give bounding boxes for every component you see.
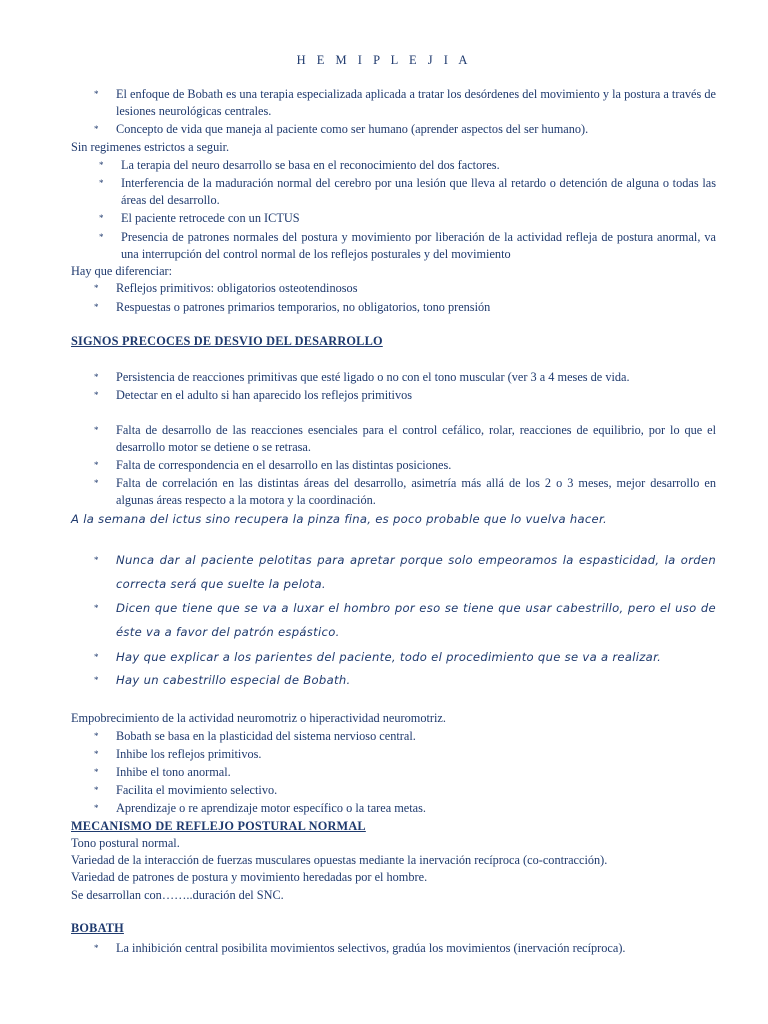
bullet-icon: * (94, 803, 99, 813)
list-item: Respuestas o patrones primarios temporarios, no obligatorios, tono prensión (116, 300, 491, 314)
bullet-icon: * (99, 160, 104, 170)
list-item: Reflejos primitivos: obligatorios osteotendinosos (116, 281, 358, 295)
list-item: Persistencia de reacciones primitivas que esté ligado o no con el tono muscular (ver 3 a 4 meses de vida. (116, 370, 630, 384)
bullet-icon: * (94, 749, 99, 759)
paragraph-line: Tono postural normal. (71, 836, 180, 850)
list-item: Falta de correlación en las distintas áreas del desarrollo, asimetría más allá de los 2 o 3 meses, mejor desarrollo en algunas áreas respecto a la motora y la coordinación. (116, 476, 716, 507)
list-item: Presencia de patrones normales del postura y movimiento por liberación de la actividad refleja de postura anormal, va una interrupción del control normal de los reflejos posturales y del movimiento (121, 230, 716, 261)
paragraph-line: Empobrecimiento de la actividad neuromotriz o hiperactividad neuromotriz. (71, 711, 446, 725)
bullet-icon: * (94, 652, 99, 662)
bullet-icon: * (99, 232, 104, 242)
list-item: Inhibe el tono anormal. (116, 765, 231, 779)
paragraph-line: Sin regimenes estrictos a seguir. (71, 140, 230, 154)
bullet-icon: * (94, 283, 99, 293)
bullet-icon: * (94, 767, 99, 777)
paragraph-line: Hay que diferenciar: (71, 264, 173, 278)
bullet-icon: * (94, 425, 99, 435)
handwritten-note: A la semana del ictus sino recupera la pinza fina, es poco probable que lo vuelva hacer. (71, 512, 607, 526)
list-item: El paciente retrocede con un ICTUS (121, 211, 300, 225)
section-heading: MECANISMO DE REFLEJO POSTURAL NORMAL (71, 819, 366, 833)
bullet-icon: * (94, 124, 99, 134)
list-item: Concepto de vida que maneja al paciente como ser humano (aprender aspectos del ser humano). (116, 122, 589, 136)
bullet-icon: * (94, 555, 99, 565)
paragraph-line: Se desarrollan con……..duración del SNC. (71, 888, 284, 902)
bullet-icon: * (94, 603, 99, 613)
handwritten-list-item: Dicen que tiene que se va a luxar el hombro por eso se tiene que usar cabestrillo, pero el uso de éste va a favor del patrón espástico. (116, 601, 716, 639)
bullet-icon: * (94, 302, 99, 312)
bullet-icon: * (94, 943, 99, 953)
list-item: La inhibición central posibilita movimientos selectivos, gradúa los movimientos (inervación recíproca). (116, 941, 626, 955)
bullet-icon: * (99, 178, 104, 188)
list-item: Aprendizaje o re aprendizaje motor específico o la tarea metas. (116, 801, 426, 815)
section-heading: SIGNOS PRECOCES DE DESVIO DEL DESARROLLO (71, 334, 383, 348)
page-title: H E M I P L E J I A (296, 53, 472, 67)
list-item: Inhibe los reflejos primitivos. (116, 747, 262, 761)
handwritten-list-item: Hay un cabestrillo especial de Bobath. (116, 673, 351, 687)
handwritten-list-item: Hay que explicar a los parientes del paciente, todo el procedimiento que se va a realizar. (116, 650, 662, 664)
paragraph-line: Variedad de patrones de postura y movimiento heredadas por el hombre. (71, 870, 428, 884)
list-item: Falta de desarrollo de las reacciones esenciales para el control cefálico, rolar, reacciones de equilibrio, por lo que el desarrollo motor se detiene o se retrasa. (116, 423, 716, 454)
bullet-icon: * (94, 460, 99, 470)
bullet-icon: * (94, 372, 99, 382)
list-item: Bobath se basa en la plasticidad del sistema nervioso central. (116, 729, 416, 743)
list-item: Interferencia de la maduración normal del cerebro por una lesión que lleva al retardo o detención de alguna o todas las áreas del desarrollo. (121, 176, 716, 207)
bullet-icon: * (99, 213, 104, 223)
list-item: Facilita el movimiento selectivo. (116, 783, 278, 797)
bullet-icon: * (94, 675, 99, 685)
bullet-icon: * (94, 478, 99, 488)
section-heading: BOBATH (71, 921, 124, 935)
bullet-icon: * (94, 785, 99, 795)
bullet-icon: * (94, 731, 99, 741)
list-item: La terapia del neuro desarrollo se basa en el reconocimiento del dos factores. (121, 158, 500, 172)
list-item: Falta de correspondencia en el desarrollo en las distintas posiciones. (116, 458, 452, 472)
handwritten-list-item: Nunca dar al paciente pelotitas para apretar porque solo empeoramos la espasticidad, la orden correcta será que suelte la pelota. (116, 553, 716, 591)
list-item: Detectar en el adulto si han aparecido los reflejos primitivos (116, 388, 413, 402)
list-item: El enfoque de Bobath es una terapia especializada aplicada a tratar los desórdenes del movimiento y la postura a través de lesiones neurológicas centrales. (116, 87, 716, 118)
bullet-icon: * (94, 89, 99, 99)
paragraph-line: Variedad de la interacción de fuerzas musculares opuestas mediante la inervación recíproca (co-contracción). (71, 853, 608, 867)
bullet-icon: * (94, 390, 99, 400)
